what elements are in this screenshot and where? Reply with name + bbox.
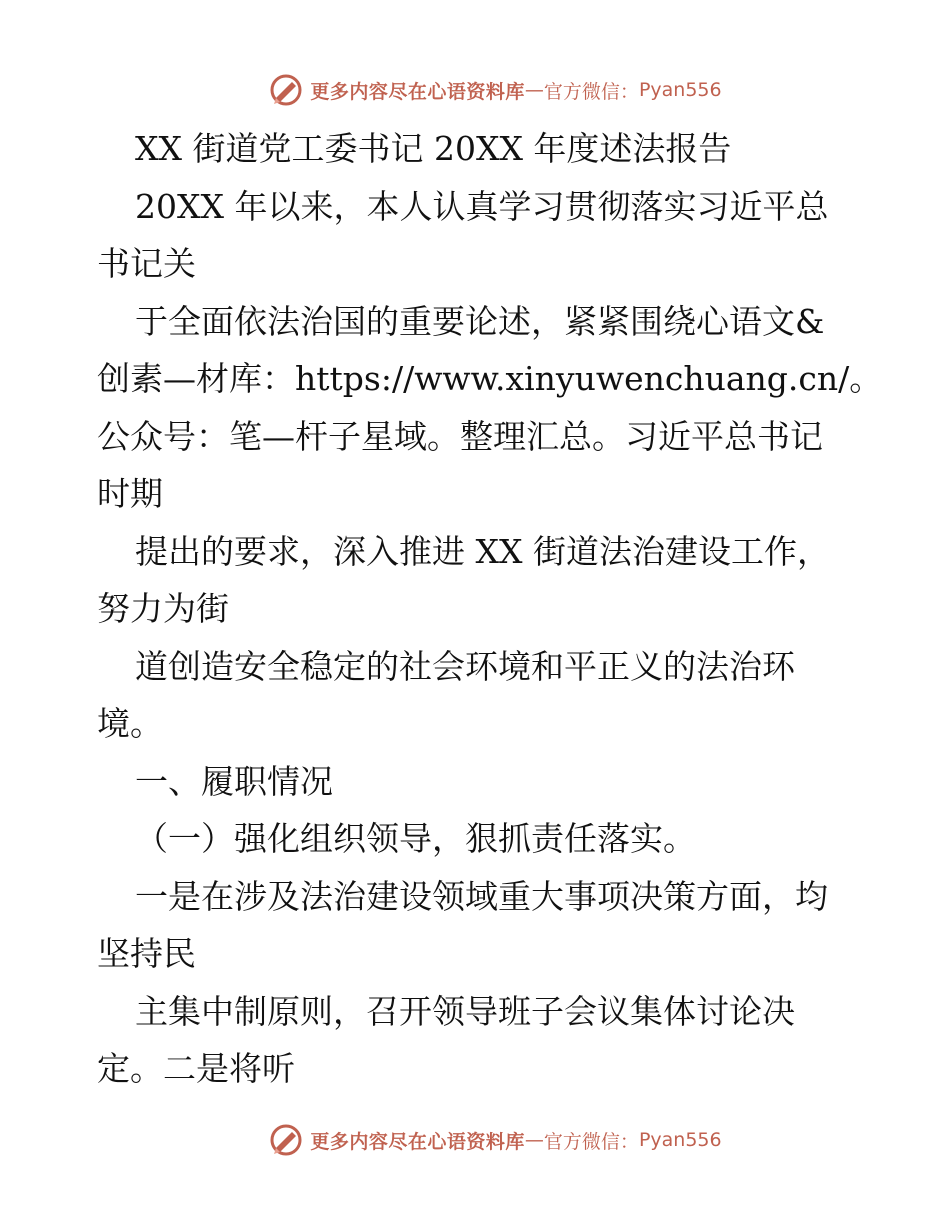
paragraph-line: 一是在涉及法治建设领域重大事项决策方面，均 — [135, 876, 828, 916]
paragraph-line: 境。 — [97, 704, 163, 743]
paragraph-line: 公众号：笔—杆子星域。整理汇总。习近平总书记 — [97, 416, 823, 456]
paragraph-line: 书记关 — [97, 244, 196, 283]
banner-official-label: 官方微信： — [543, 80, 639, 103]
pen-logo-icon — [268, 72, 304, 108]
section-heading: 一、履职情况 — [135, 761, 333, 801]
pen-logo-icon — [268, 1122, 304, 1158]
subsection-heading: （一）强化组织领导，狠抓责任落实。 — [135, 819, 696, 858]
header-watermark-banner — [0, 70, 950, 110]
footer-watermark-banner — [0, 1120, 950, 1160]
paragraph-line: 道创造安全稳定的社会环境和平正义的法治环 — [135, 646, 795, 686]
banner-dash: — — [524, 79, 544, 101]
banner-wechat-id: Pyan556 — [638, 79, 722, 101]
document-title: XX 街道党工委书记 20XX 年度述法报告 — [135, 129, 732, 168]
paragraph-line: 创素—材库：https://www.xinyuwenchuang.cn/。 — [97, 359, 883, 398]
banner-main-text: 更多内容尽在心语资料库 — [310, 80, 525, 103]
paragraph-line: 努力为街 — [97, 589, 229, 628]
document-body — [97, 120, 883, 1098]
paragraph-line: 时期 — [97, 474, 163, 513]
paragraph-line: 坚持民 — [97, 934, 196, 973]
paragraph-line: 20XX 年以来，本人认真学习贯彻落实习近平总 — [135, 186, 829, 226]
banner-main-text: 更多内容尽在心语资料库 — [310, 1130, 525, 1153]
paragraph-line: 主集中制原则，召开领导班子会议集体讨论决 — [135, 991, 795, 1031]
paragraph-line: 定。二是将听 — [97, 1049, 295, 1088]
paragraph-line: 提出的要求，深入推进 XX 街道法治建设工作， — [135, 531, 830, 571]
paragraph-line: 于全面依法治国的重要论述，紧紧围绕心语文& — [135, 301, 825, 341]
banner-wechat-id: Pyan556 — [638, 1129, 722, 1151]
banner-official-label: 官方微信： — [543, 1130, 639, 1153]
banner-dash: — — [524, 1129, 544, 1151]
